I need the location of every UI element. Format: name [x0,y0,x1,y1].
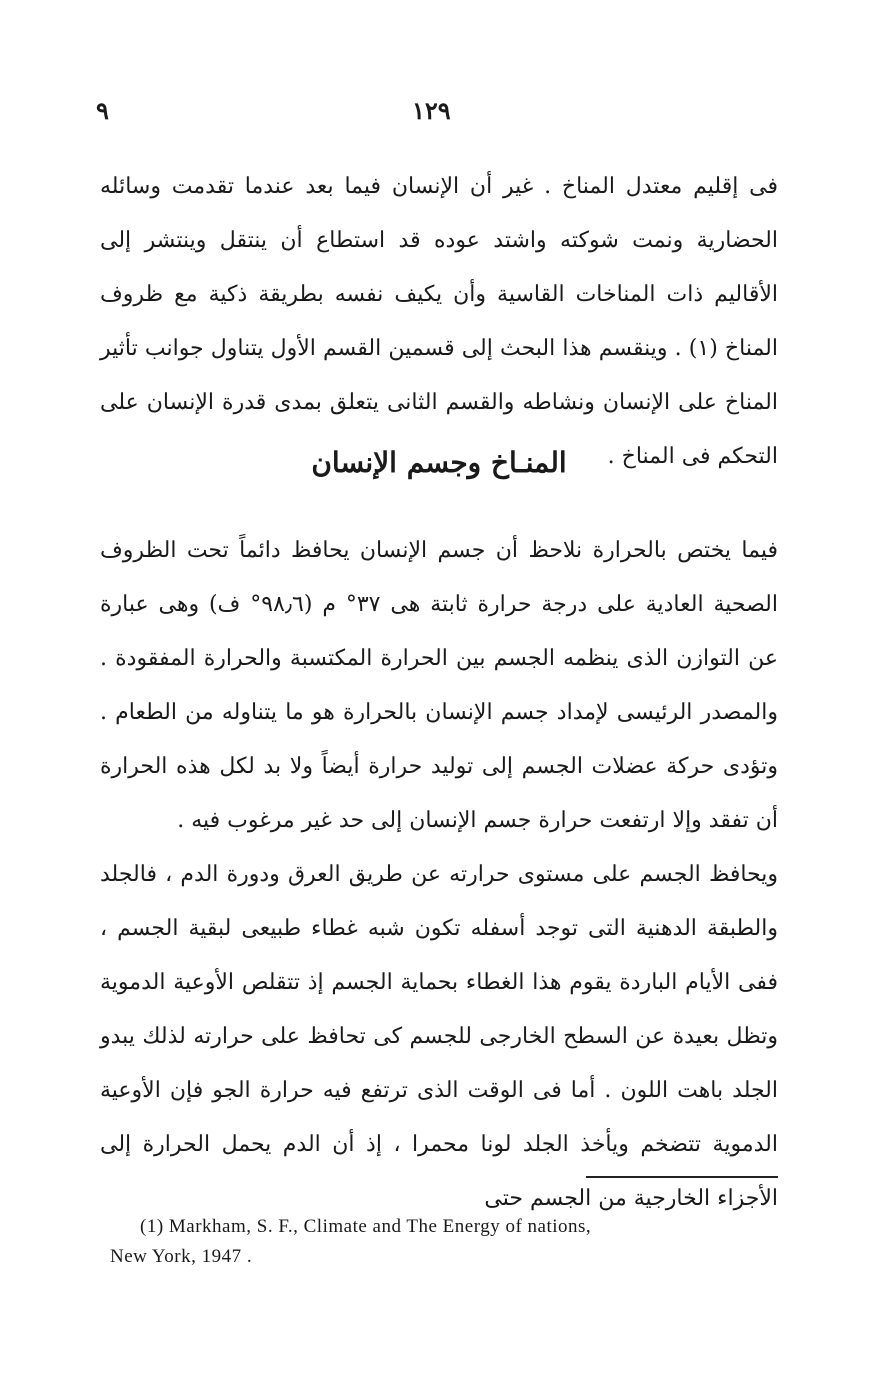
footnote-line-2: New York, 1947 . [110,1246,253,1267]
section-heading: المنـاخ وجسم الإنسان [311,446,567,479]
page-number-secondary: ٩ [96,96,109,125]
footnote [110,1212,790,1272]
footnote-line-1: (1) Markham, S. F., Climate and The Energy of nations, [140,1216,592,1237]
footnote-divider [586,1176,778,1178]
paragraph-body-circulation: ويحافظ الجسم على مستوى حرارته عن طريق العرق ودورة الدم ، فالجلد والطبقة الدهنية التى توجد أسفله تكون شبه غطاء طبيعى لبقية الجسم ، ففى الأيام الباردة يقوم هذا الغطاء بحماية الجسم إذ تتقلص الأوعية الدموية وتظل بعيدة عن السطح الخارجى للجسم كى تحافظ على حرارته لذلك يبدو الجلد باهت اللون . أما فى الوقت الذى ترتفع فيه حرارة الجو فإن الأوعية الدموية تتضخم ويأخذ الجلد لونا محمرا ، إذ أن الدم يحمل الحرارة إلى الأجزاء الخارجية من الجسم حتى [100,862,778,1211]
paragraph-intro: فى إقليم معتدل المناخ . غير أن الإنسان فيما بعد عندما تقدمت وسائله الحضارية ونمت شوكته واشتد عوده قد استطاع أن ينتقل وينتشر إلى الأقاليم ذات المناخات القاسية وأن يكيف نفسه بطريقة ذكية مع ظروف المناخ (١) . وينقسم هذا البحث إلى قسمين القسم الأول يتناول جوانب تأثير المناخ على الإنسان ونشاطه والقسم الثانى يتعلق بمدى قدرة الإنسان على التحكم فى المناخ . [100,174,778,469]
paragraph-body-heat: فيما يختص بالحرارة نلاحظ أن جسم الإنسان يحافظ دائماً تحت الظروف الصحية العادية على درجة حرارة ثابتة هى ٣٧° م (٩٨٫٦° ف) وهى عبارة عن التوازن الذى ينظمه الجسم بين الحرارة المكتسبة والحرارة المفقودة . والمصدر الرئيسى لإمداد جسم الإنسان بالحرارة هو ما يتناوله من الطعام . وتؤدى حركة عضلات الجسم إلى توليد حرارة أيضاً ولا بد لكل هذه الحرارة أن تفقد وإلا ارتفعت حرارة جسم الإنسان إلى حد غير مرغوب فيه . [100,538,778,833]
page-number: ١٢٩ [412,96,451,125]
